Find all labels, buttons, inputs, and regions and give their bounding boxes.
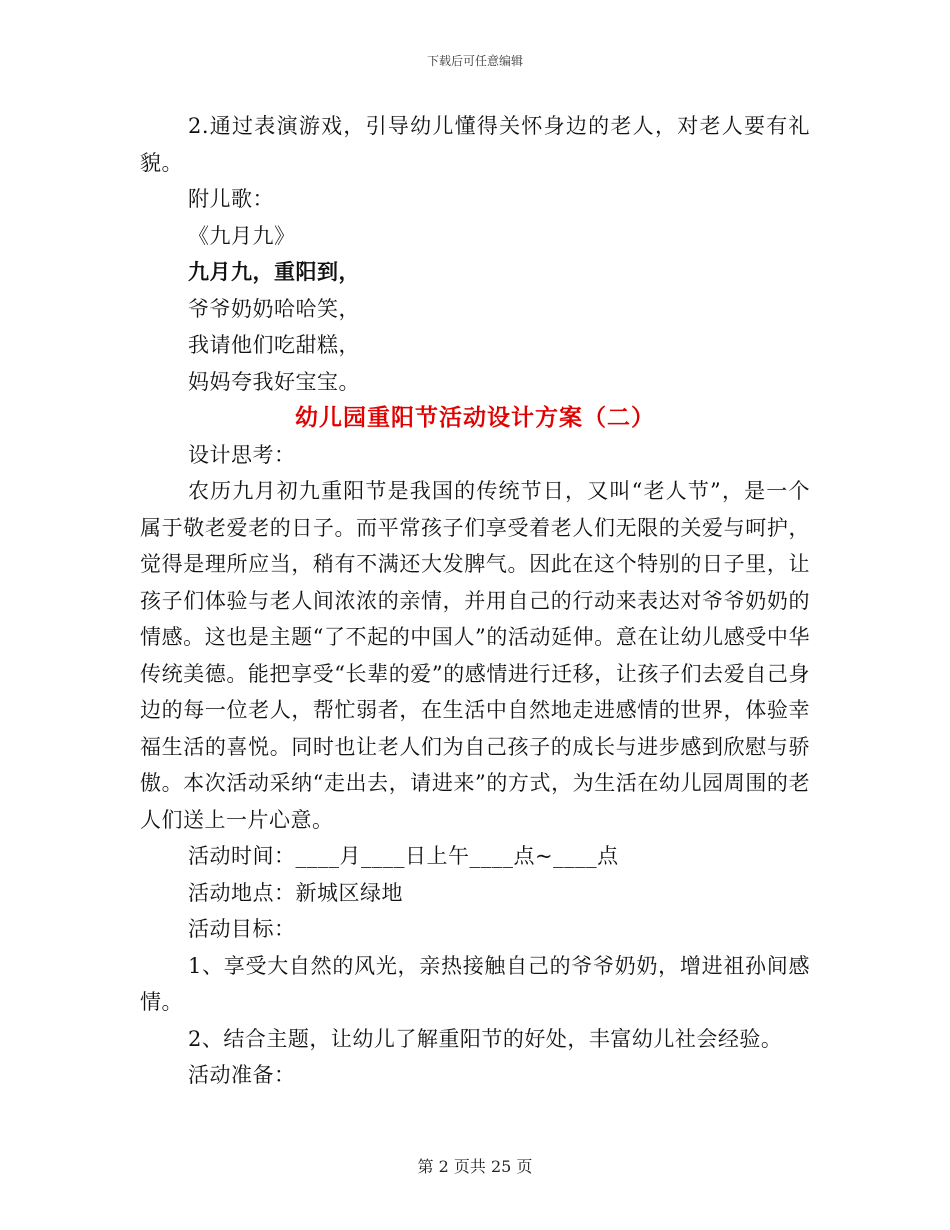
section-title: 幼儿园重阳节活动设计方案（二） bbox=[295, 404, 655, 431]
paragraph-activity-place: 活动地点：新城区绿地 bbox=[188, 880, 403, 905]
page-header: 下载后可任意编辑 bbox=[426, 54, 523, 68]
document-body bbox=[140, 108, 810, 1094]
paragraph-preparation-label: 活动准备： bbox=[188, 1063, 296, 1087]
paragraph-activity-time: 活动时间：____月____日上午____点~____点 bbox=[188, 844, 619, 868]
paragraph-design-body: 农历九月初九重阳节是我国的传统节日，又叫“老人节”，是一个属于敬老爱老的日子。而平常孩子们享受着老人们无限的关爱与呵护，觉得是理所应当，稍有不满还大发脾气。因此在这个特别的日子里，让孩子们体验与老人间浓浓的亲情，并用自己的行动来表达对爷爷奶奶的情感。这也是主题“了不起的中国人”的活动延伸。意在让幼儿感受中华传统美德。能把享受“长辈的爱”的感情进行迁移，让孩子们去爱自己身边的每一位老人，帮忙弱者，在生活中自然地走进感情的世界，体验幸福生活的喜悦。同时也让老人们为自己孩子的成长与进步感到欣慰与骄傲。本次活动采纳“走出去，请进来”的方式，为生活在幼儿园周围的老人们送上一片心意。 bbox=[140, 479, 810, 832]
rhyme-line-4: 妈妈夸我好宝宝。 bbox=[188, 369, 360, 394]
rhyme-title: 《九月九》 bbox=[188, 223, 296, 248]
paragraph-design-label: 设计思考： bbox=[188, 442, 296, 467]
paragraph-activity-goals-label: 活动目标： bbox=[188, 917, 296, 941]
paragraph-goal-2: 2.通过表演游戏，引导幼儿懂得关怀身边的老人，对老人要有礼貌。 bbox=[140, 114, 810, 175]
page-footer: 第 2 页共 25 页 bbox=[417, 1157, 533, 1176]
paragraph-goal-item-2: 2、结合主题，让幼儿了解重阳节的好处，丰富幼儿社会经验。 bbox=[188, 1026, 783, 1051]
paragraph-goal-item-1: 1、享受大自然的风光，亲热接触自己的爷爷奶奶，增进祖孙间感情。 bbox=[140, 953, 810, 1014]
rhyme-line-2: 爷爷奶奶哈哈笑， bbox=[188, 296, 360, 321]
rhyme-line-3: 我请他们吃甜糕， bbox=[188, 333, 360, 357]
paragraph-rhyme-label: 附儿歌： bbox=[188, 187, 274, 211]
rhyme-line-1: 九月九，重阳到， bbox=[188, 259, 360, 284]
